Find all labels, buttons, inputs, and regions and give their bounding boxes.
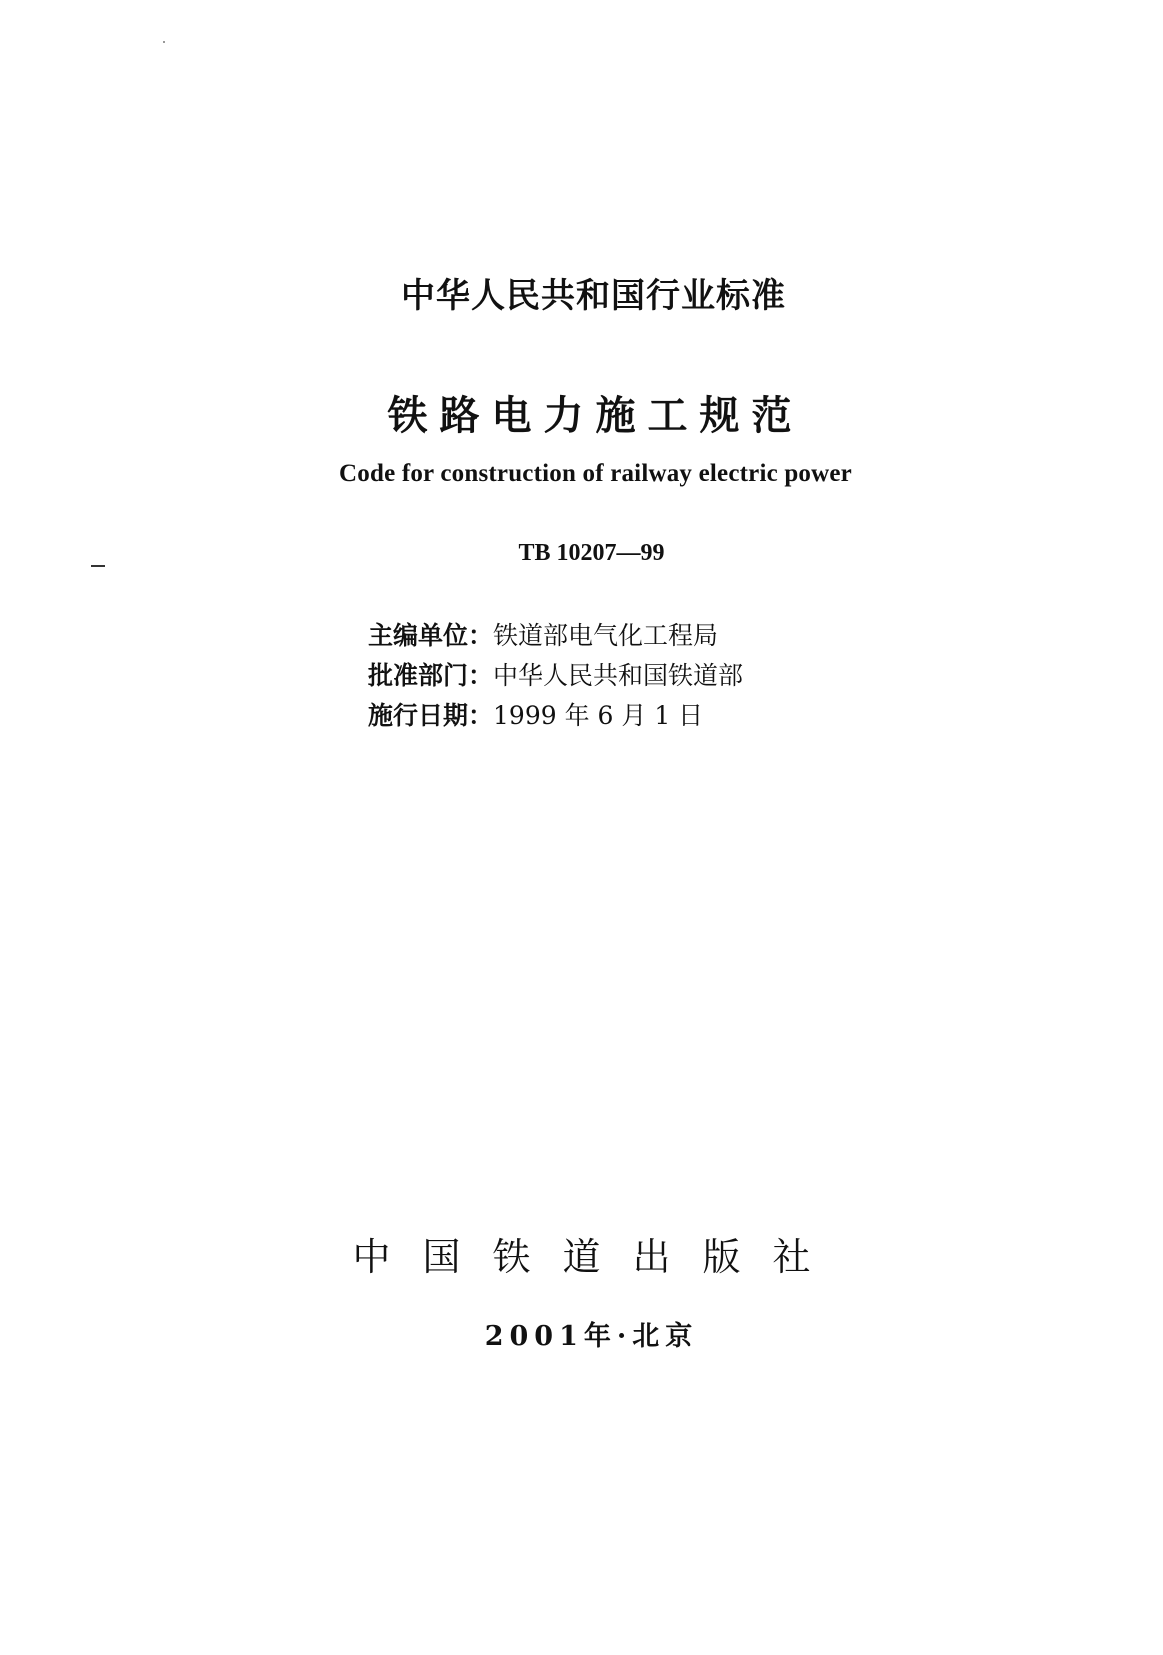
info-label: 批准部门： [368,661,494,690]
standard-category: 中华人民共和国行业标准 [401,276,786,316]
english-title: Code for construction of railway electric power [339,460,852,487]
publisher-name: 中国铁道出版社 [352,1235,843,1279]
document-title: 铁路电力施工规范 [387,393,804,439]
scan-speck [163,41,165,43]
info-value: 1999 年 6 月 1 日 [493,701,704,730]
info-row-editor [368,616,743,656]
info-row-effective-date [368,696,743,736]
publication-date-place: 2001年·北京 [484,1321,699,1352]
info-row-approver [368,656,743,696]
info-block [368,616,743,736]
info-value: 中华人民共和国铁道部 [493,661,744,690]
standard-number: TB 10207—99 [518,540,665,566]
info-label: 主编单位： [368,621,494,650]
info-value: 铁道部电气化工程局 [493,621,719,650]
info-label: 施行日期： [368,701,494,730]
